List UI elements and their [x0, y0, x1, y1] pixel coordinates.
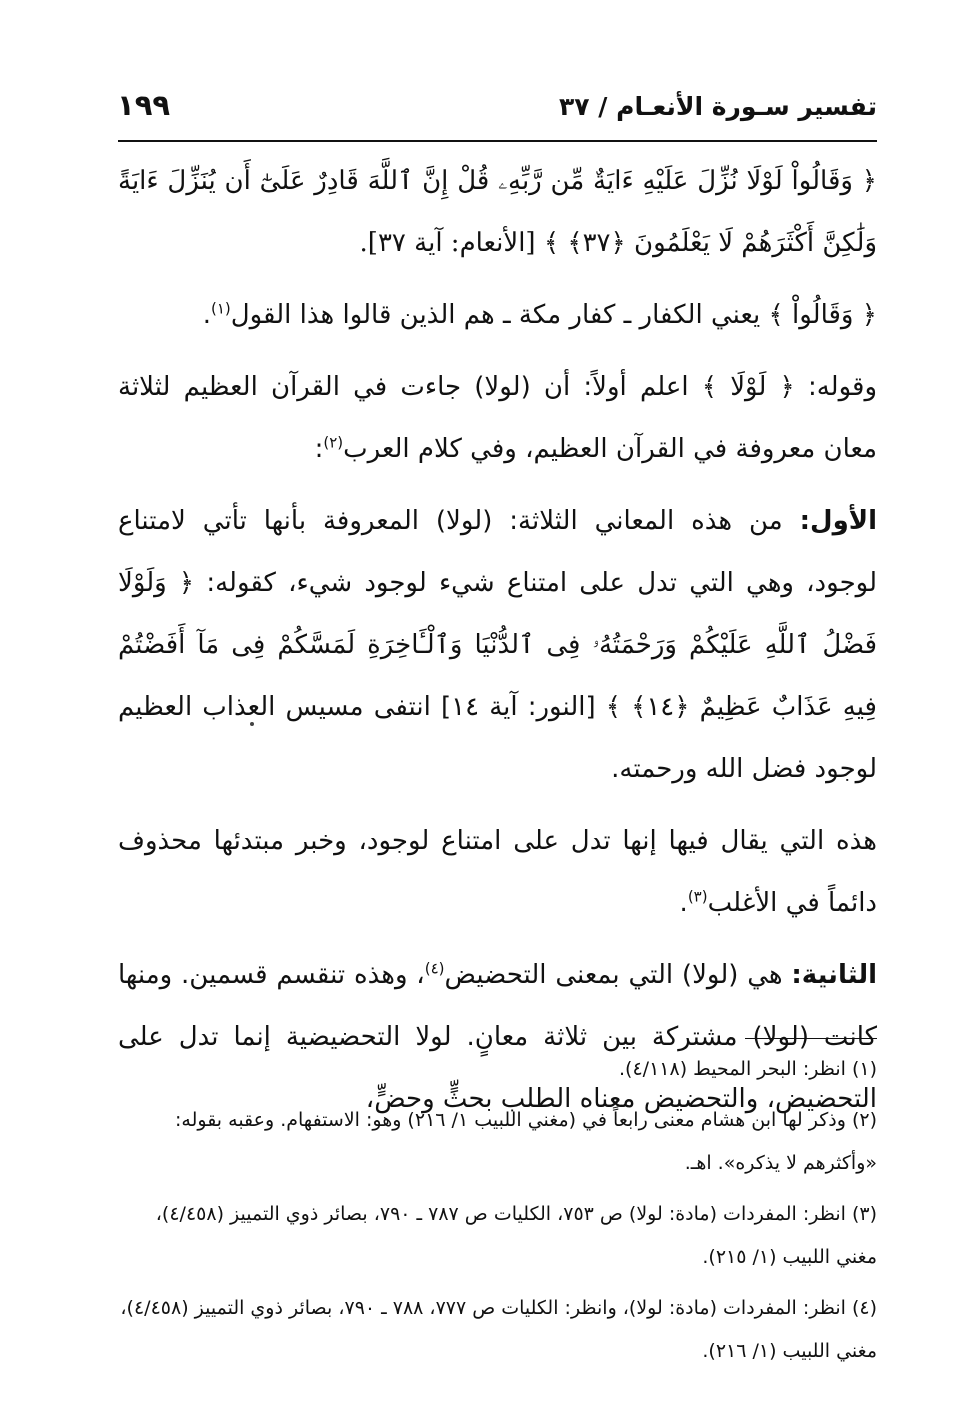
running-header-title: تفسير سـورة الأنعـام / ٣٧ [559, 92, 877, 121]
footnote-1: (١) انظر: البحر المحيط (٤/١١٨). [619, 1058, 877, 1080]
paragraph-2: وقوله: ﴿ لَوْلَا ﴾ اعلم أولاً: أن (لولا) جاءت في القرآن العظيم لثلاثة معان معروفة في القرآن العظيم، وفي كلام العرب$^{(٢)}$: [118, 372, 877, 464]
footnote-4: (٤) انظر: المفردات (مادة: لولا)، وانظر: الكليات ص ٧٧٧، ٧٨٨ ـ ٧٩٠، بصائر ذوي التمييز (٤/٤٥٨)، مغني اللبيب (١/ ٢١٦). [120, 1297, 877, 1362]
footnote-ref-4: (٤) [424, 959, 445, 978]
footnotes [118, 1048, 877, 1381]
footnote-3: (٣) انظر: المفردات (مادة: لولا) ص ٧٥٣، الكليات ص ٧٨٧ ـ ٧٩٠، بصائر ذوي التمييز (٤/٤٥٨)، مغني اللبيب (١/ ٢١٥). [155, 1203, 877, 1268]
paragraph-4-text: هذه التي يقال فيها إنها تدل على امتناع لوجود، وخبر مبتدئها محذوف دائماً في الأغلب [118, 826, 877, 918]
paragraph-3-label: الأول: [799, 506, 877, 536]
verse-paragraph: ﴿ وَقَالُواْ لَوْلَا نُزِّلَ عَلَيْهِ ءَايَةٌ مِّن رَّبِّهِۦ قُلْ إِنَّ ٱللَّهَ قَادِرٌ عَلَىٰٓ أَن يُنَزِّلَ ءَايَةً وَلَٰكِنَّ أَكْثَرَهُمْ لَا يَعْلَمُونَ ﴿٣٧﴾ ﴾ [الأنعام: آية ٣٧]. [118, 166, 877, 258]
footnote-rule [745, 1038, 877, 1039]
main-text [118, 150, 877, 1140]
paragraph-3 [118, 490, 877, 800]
header-rule [118, 140, 877, 142]
footnote-ref-1: (١) [210, 299, 231, 318]
footnote-2: (٢) وذكر لها ابن هشام معنى رابعاً في (مغني اللبيب ١/ ٢١٦) وهو: الاستفهام. وعقبه بقوله: «وأكثرهم لا يذكره». اهـ. [175, 1109, 877, 1174]
paragraph-2-text: وقوله: ﴿ لَوْلَا ﴾ اعلم أولاً: أن (لولا) جاءت في القرآن العظيم لثلاثة معان معروفة في القرآن العظيم، وفي كلام العرب [118, 372, 877, 464]
paragraph-5-text-a: هي (لولا) التي بمعنى التحضيض [444, 960, 792, 990]
paragraph-4: هذه التي يقال فيها إنها تدل على امتناع لوجود، وخبر مبتدئها محذوف دائماً في الأغلب$^{(٣)}$. [118, 826, 877, 918]
paragraph-5-label: الثانية: [791, 960, 877, 990]
page-number: ١٩٩ [117, 88, 171, 122]
footnote-ref-3: (٣) [687, 887, 708, 906]
paragraph-1-text: ﴿ وَقَالُواْ ﴾ يعني الكفار ـ كفار مكة ـ هم الذين قالوا هذا القول [230, 300, 877, 330]
footnote-ref-2: (٢) [323, 433, 344, 452]
paragraph-5-text-b: ، وهذه تنقسم قسمين. ومنها كانت (لولا) مشتركة بين ثلاثة معانٍ. لولا التحضيضية إنما تدل على التحضيض، والتحضيض معناه الطلب بحثٍّ وحضٍّ، [118, 960, 877, 1114]
paragraph-3-text: من هذه المعاني الثلاثة: (لولا) المعروفة بأنها تأتي لامتناع لوجود، وهي التي تدل على امتناع شيء لوجود شيء، كقوله: ﴿ وَلَوْلَا فَضْلُ ٱللَّهِ عَلَيْكُمْ وَرَحْمَتُهُۥ فِى ٱلدُّنْيَا وَٱلْـَٔاخِرَةِ لَمَسَّكُمْ فِى مَآ أَفَضْتُمْ فِيهِ عَذَابٌ عَظِيمٌ ﴿١٤﴾ ﴾ [النور: آية ١٤] انتفى مسيس العذاب العظيم لوجود فضل الله ورحمته. [118, 506, 877, 784]
stray-dot [250, 722, 254, 726]
paragraph-1: ﴿ وَقَالُواْ ﴾ يعني الكفار ـ كفار مكة ـ هم الذين قالوا هذا القول$^{(١)}$. [202, 299, 877, 330]
